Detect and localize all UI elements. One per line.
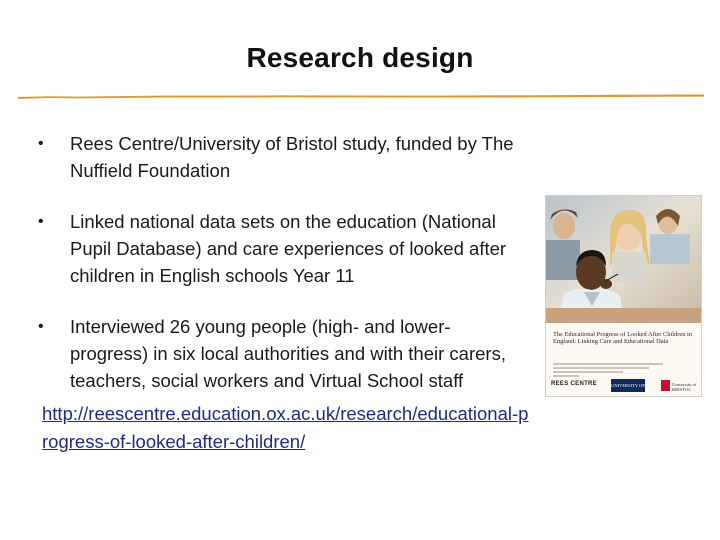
bullet-item <box>38 313 528 394</box>
bullet-text: Rees Centre/University of Bristol study, funded by The Nuffield Foundation <box>70 133 514 181</box>
title-underline-rule <box>18 92 704 100</box>
report-cover-authors <box>553 363 673 379</box>
bullet-list <box>38 130 528 418</box>
report-cover-image <box>545 195 702 401</box>
bristol-logo-text: University of BRISTOL <box>672 382 697 392</box>
bullet-item <box>38 208 528 289</box>
students-photo <box>546 196 701 323</box>
bullet-marker: • <box>38 318 44 335</box>
research-page-link[interactable]: http://reescentre.education.ox.ac.uk/research/educational-progress-of-looked-after-children/ <box>42 403 529 452</box>
bristol-crest-icon <box>661 380 670 391</box>
report-cover-text-area <box>546 323 701 401</box>
report-cover-title: The Educational Progress of Looked After Children in England: Linking Care and Educational Data <box>553 331 692 346</box>
rees-centre-logo: REES CENTRE <box>551 381 597 387</box>
bullet-marker: • <box>38 135 44 152</box>
bullet-text: Linked national data sets on the education (National Pupil Database) and care experiences of looked after children in English schools Year 11 <box>70 211 507 286</box>
report-cover-logos <box>551 379 697 401</box>
oxford-logo: UNIVERSITY OF OXFORD <box>611 379 645 392</box>
bullet-text: Interviewed 26 young people (high- and lower-progress) in six local authorities and with their carers, teachers, social workers and Virtual School staff <box>70 316 506 391</box>
slide-title: Research design <box>246 42 474 73</box>
bullet-item <box>38 130 528 184</box>
bristol-logo <box>661 379 697 392</box>
bullet-marker: • <box>38 213 44 230</box>
